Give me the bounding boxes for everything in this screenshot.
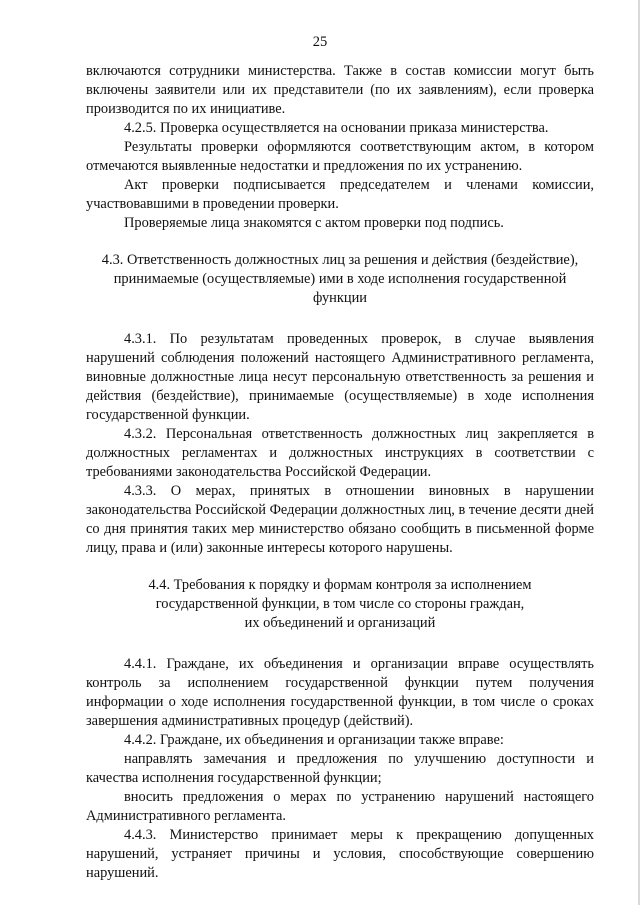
section-heading-4-4 [86,576,594,633]
page-number: 25 [312,34,328,50]
paragraph: 4.3.1. По результатам проведенных проверок, в случае выявления нарушений соблюдения положений настоящего Административного регламента, виновные должностные лица несут персональную ответственность за решения и действия (бездействие), принимаемые (осуществляемые) в ходе исполнения государственной функции. [86,331,594,423]
paragraph: Акт проверки подписывается председателем и членами комиссии, участвовавшими в проведении проверки. [86,177,594,212]
paragraph: Проверяемые лица знакомятся с актом проверки под подпись. [124,215,504,231]
paragraph: 4.4.3. Министерство принимает меры к прекращению допущенных нарушений, устраняет причины и условия, способствующие совершению нарушений. [86,827,594,881]
paragraph: 4.2.5. Проверка осуществляется на основании приказа министерства. [124,120,549,136]
paragraph: 4.4.2. Граждане, их объединения и организации также вправе: [124,732,504,748]
document-body [86,62,594,883]
heading-line: 4.4. Требования к порядку и формам контроля за исполнением [148,577,532,593]
paragraph: Результаты проверки оформляются соответствующим актом, в котором отмечаются выявленные недостатки и предложения по их устранению. [86,139,594,174]
heading-line: их объединений и организаций [244,615,436,631]
paragraph: включаются сотрудники министерства. Также в состав комиссии могут быть включены заявители или их представители (по их заявлениям), если проверка производится по их инициативе. [86,63,594,117]
paragraph: вносить предложения о мерах по устранению нарушений настоящего Административного регламента. [86,789,594,824]
paragraph: 4.3.2. Персональная ответственность должностных лиц закрепляется в должностных регламентах и должностных инструкциях в соответствии с требованиями законодательства Российской Федерации. [86,426,594,480]
paragraph: 4.3.3. О мерах, принятых в отношении виновных в нарушении законодательства Российской Федерации должностных лиц, в течение десяти дней со дня принятия таких мер министерство обязано сообщить в письменной форме лицу, права и (или) законные интересы которого нарушены. [86,483,594,556]
section-heading-4-3: 4.3. Ответственность должностных лиц за решения и действия (бездействие), принимаемые (осуществляемые) ими в ходе исполнения государственной функции [101,252,579,306]
heading-line: государственной функции, в том числе со стороны граждан, [155,596,525,612]
paragraph: направлять замечания и предложения по улучшению доступности и качества исполнения государственной функции; [86,751,594,786]
paragraph: 4.4.1. Граждане, их объединения и организации вправе осуществлять контроль за исполнением государственной функции путем получения информации о ходе исполнения государственной функции, в том числе о сроках завершения административных процедур (действий). [86,656,594,729]
